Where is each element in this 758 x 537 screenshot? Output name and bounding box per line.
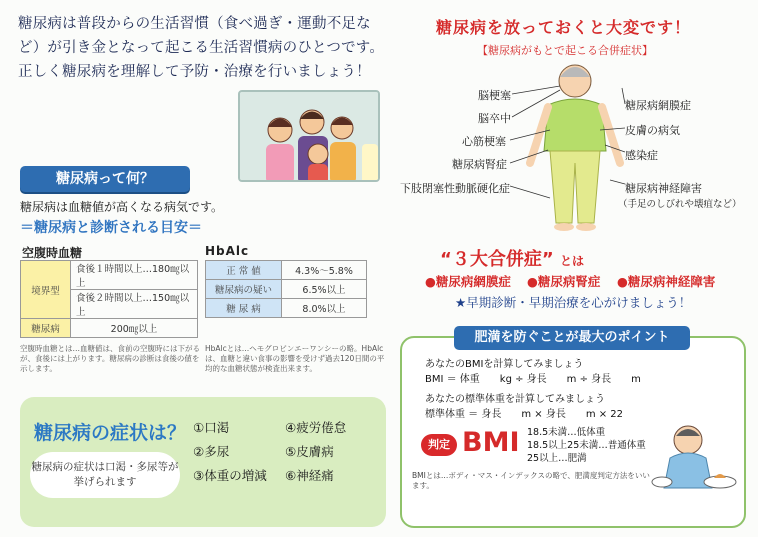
fasting-table [20, 260, 198, 338]
complications-subtitle: 【糖尿病がもとで起こる合併症状】 [477, 44, 653, 57]
obesity-tab: 肥満を防ぐことが最大のポイント [454, 326, 690, 350]
table-cell: 4.3%〜5.8% [282, 261, 367, 280]
table-cell: 糖尿病の疑い [206, 280, 282, 299]
bmi-heading: BMI [462, 427, 520, 458]
complication-item: ●糖尿病網膜症 [425, 274, 511, 289]
table-cell: 8.0%以上 [282, 299, 367, 318]
table-cell: 境界型 [21, 261, 71, 319]
table-row [206, 261, 367, 280]
body-label: 脳卒中 [478, 112, 511, 125]
complications-title: 糖尿病を放っておくと大変です！ [436, 18, 692, 37]
family-illustration [238, 90, 380, 182]
table-cell: 食後１時間以上…180㎎以上 [71, 261, 198, 290]
std-weight-title: あなたの標準体重を計算してみましょう [425, 394, 605, 405]
what-is-diabetes-tab: 糖尿病って何？ [20, 166, 190, 192]
fasting-note: 空腹時血糖とは…血糖値は、食前の空腹時には下がるが、食後には上がります。糖尿病の診断は食後の値を示します。 [20, 344, 200, 373]
fasting-title: 空腹時血糖 [22, 246, 83, 260]
hba-title: HbAlc [205, 244, 250, 258]
symptom-item: ⑤皮膚病 [285, 444, 334, 459]
what-text: 糖尿病は血糖値が高くなる病気です。 [20, 200, 224, 214]
hantei-badge: 判定 [421, 434, 457, 456]
body-label: 脳梗塞 [478, 89, 511, 102]
early-treatment-text: ★早期診断・早期治療を心がけましょう！ [455, 295, 692, 310]
intro-line-1: 糖尿病は普段からの生活習慣（食べ過ぎ・運動不足など）が引き金となって起こる生活習慣病のひとつです。 [18, 16, 385, 56]
complication-item: ●糖尿病神経障害 [617, 274, 716, 289]
bmi-range-item: 25以上…肥満 [527, 453, 587, 464]
table-cell: 200㎎以上 [71, 319, 198, 338]
symptoms-description: 糖尿病の症状は口渇・多尿等が挙げられます [30, 452, 180, 498]
symptom-item: ①口渇 [193, 420, 230, 435]
eating-man-illustration [650, 418, 740, 496]
body-label: 下肢閉塞性動脈硬化症 [400, 182, 510, 195]
body-label: 糖尿病神経障害 [625, 182, 702, 195]
body-label: 糖尿病網膜症 [625, 99, 691, 112]
triple-title-text: “３大合併症” [440, 249, 554, 270]
body-label: 糖尿病腎症 [452, 158, 507, 171]
label-leader-lines [400, 80, 740, 210]
symptom-item: ⑥神経痛 [285, 468, 334, 483]
bmi-calc-title: あなたのBMIを計算してみましょう [425, 359, 584, 370]
table-cell: 糖尿病 [21, 319, 71, 338]
symptom-item: ③体重の増減 [193, 468, 267, 483]
triple-suffix: とは [559, 254, 584, 268]
table-cell: 糖 尿 病 [206, 299, 282, 318]
bmi-ranges [527, 426, 646, 465]
table-row [21, 319, 198, 338]
body-label: 皮膚の病気 [625, 124, 680, 137]
bmi-range-item: 18.5未満…低体重 [527, 427, 606, 438]
table-row [206, 280, 367, 299]
body-label: 心筋梗塞 [462, 135, 506, 148]
complication-item: ●糖尿病腎症 [527, 274, 601, 289]
neuropathy-note: （手足のしびれや壊疽など） [618, 199, 742, 210]
intro-line-2: 正しく糖尿病を理解して予防・治療を行いましょう！ [18, 64, 371, 80]
table-cell: 正 常 値 [206, 261, 282, 280]
table-cell: 6.5%以上 [282, 280, 367, 299]
symptoms-title: 糖尿病の症状は？ [34, 422, 187, 444]
hba-note: HbAlcとは…ヘモグロビンエーワンシーの略。HbAlcは、血糖と違い食事の影響を受けず過去120日間の平均的な血糖状態が検査出来ます。 [205, 344, 385, 373]
body-label: 感染症 [625, 149, 658, 162]
table-cell: 食後２時間以上…150㎎以上 [71, 290, 198, 319]
bmi-formula: BMI ＝ 体重 kg ÷ 身長 m ÷ 身長 m [425, 374, 641, 385]
triple-complications-title [440, 245, 584, 271]
bmi-range-item: 18.5以上25未満…普通体重 [527, 440, 646, 451]
table-row [206, 299, 367, 318]
table-row [21, 261, 198, 290]
symptom-item: ④疲労倦怠 [285, 420, 347, 435]
bmi-note: BMIとは…ボディ・マス・インデックスの略で、肥満度判定方法をいいます。 [412, 471, 650, 490]
intro-text [18, 12, 388, 84]
symptom-item: ②多尿 [193, 444, 230, 459]
hba-table [205, 260, 367, 318]
criteria-title: ＝糖尿病と診断される目安＝ [20, 220, 202, 236]
std-weight-formula: 標準体重 ＝ 身長 m × 身長 m × 22 [425, 409, 624, 420]
